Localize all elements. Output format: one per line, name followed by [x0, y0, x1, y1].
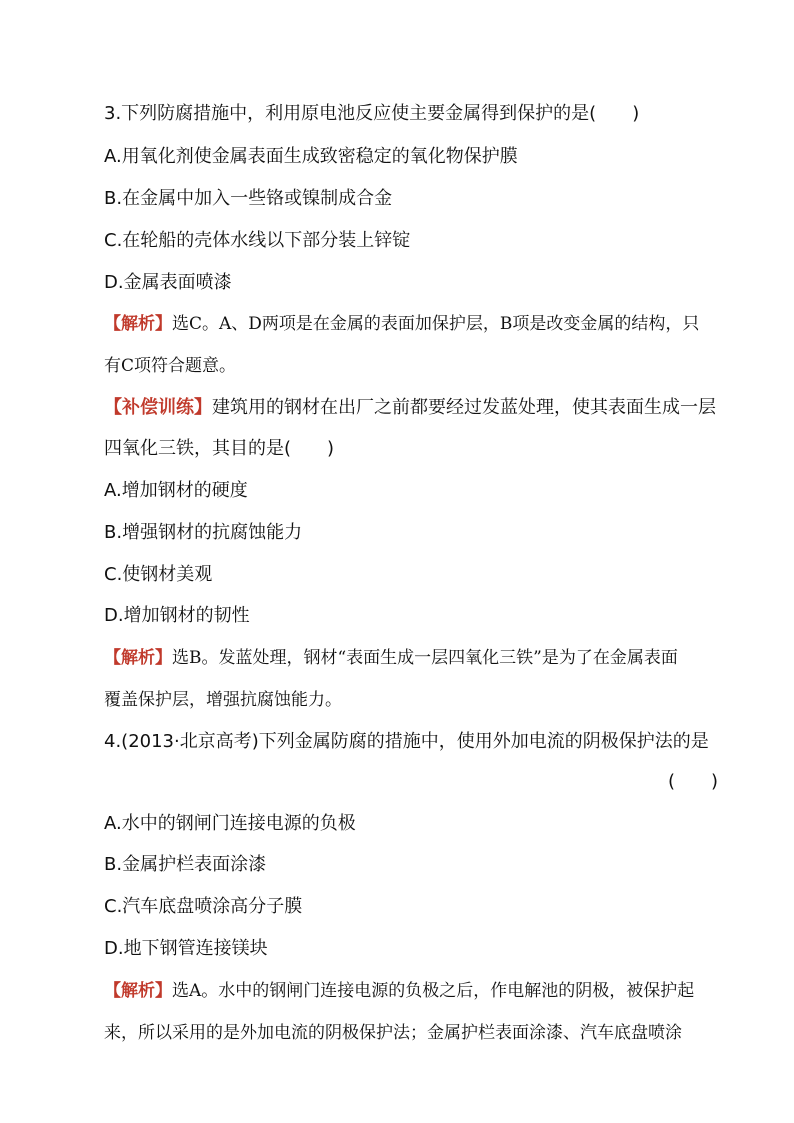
supplement-analysis-text-1: 选B。发蓝处理，钢材“表面生成一层四氧化三铁”是为了在金属表面: [172, 648, 678, 668]
analysis-tag: 【解析】: [104, 314, 172, 334]
q4-analysis-line-1: [104, 980, 694, 1002]
supplement-stem-text-1: 建筑用的钢材在出厂之前都要经过发蓝处理，使其表面生成一层: [212, 397, 716, 418]
supplement-option-c: C.使钢材美观: [104, 564, 213, 585]
q3-analysis-line-2: 有C项符合题意。: [104, 356, 237, 376]
supplement-tag: 【补偿训练】: [104, 397, 212, 418]
q3-analysis-text-1: 选C。A、D两项是在金属的表面加保护层，B项是改变金属的结构，只: [172, 314, 700, 334]
supplement-analysis-line-1: [104, 647, 678, 669]
supplement-stem-line-1: [104, 397, 716, 419]
q4-stem: 4.(2013·北京高考)下列金属防腐的措施中，使用外加电流的阴极保护法的是: [104, 731, 709, 752]
q3-analysis-line-1: [104, 313, 699, 335]
supplement-option-b: B.增强钢材的抗腐蚀能力: [104, 522, 303, 543]
q3-stem: 3.下列防腐措施中，利用原电池反应使主要金属得到保护的是( ): [104, 103, 640, 124]
q3-option-b: B.在金属中加入一些铬或镍制成合金: [104, 188, 393, 209]
analysis-tag: 【解析】: [104, 648, 172, 668]
q4-option-d: D.地下钢管连接镁块: [104, 938, 268, 959]
q3-option-d: D.金属表面喷漆: [104, 272, 232, 293]
supplement-option-a: A.增加钢材的硬度: [104, 480, 248, 501]
supplement-analysis-line-2: 覆盖保护层，增强抗腐蚀能力。: [104, 690, 342, 710]
supplement-option-d: D.增加钢材的韧性: [104, 605, 250, 626]
q4-analysis-line-2: 来，所以采用的是外加电流的阴极保护法；金属护栏表面涂漆、汽车底盘喷涂: [104, 1023, 682, 1043]
q4-analysis-text-1: 选A。水中的钢闸门连接电源的负极之后，作电解池的阴极，被保护起: [172, 981, 695, 1001]
q4-option-a: A.水中的钢闸门连接电源的负极: [104, 813, 356, 834]
q4-option-b: B.金属护栏表面涂漆: [104, 854, 267, 875]
q4-option-c: C.汽车底盘喷涂高分子膜: [104, 896, 303, 917]
analysis-tag: 【解析】: [104, 981, 172, 1001]
q3-option-c: C.在轮船的壳体水线以下部分装上锌锭: [104, 230, 411, 251]
q3-option-a: A.用氧化剂使金属表面生成致密稳定的氧化物保护膜: [104, 146, 518, 167]
q4-answer-bracket: ( ): [667, 771, 718, 792]
supplement-stem-line-2: 四氧化三铁，其目的是( ): [104, 438, 335, 459]
